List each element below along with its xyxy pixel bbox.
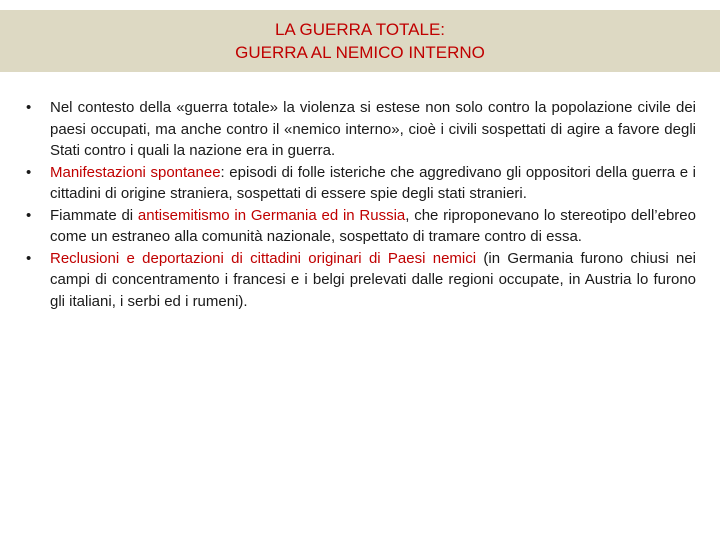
bullet-dot-icon: • (26, 249, 32, 267)
bullet-item-4 (24, 248, 696, 313)
bullet-text: Nel contesto della «guerra totale» la violenza si estese non solo contro la popolazione civile dei paesi occupati, ma anche contro il «nemico interno», cioè i civili sospettati di agire a favore degli Stati contro i quali la nazione era in guerra. (50, 99, 696, 159)
bullet-highlight: Reclusioni e deportazioni di cittadini originari di Paesi nemici (50, 249, 477, 267)
title-line-2: GUERRA AL NEMICO INTERNO (235, 43, 485, 62)
bullet-text: (in Germania furono chiusi nei campi di concentramento i francesi e i belgi prelevati dalle regioni occupate, in Austria lo furono gli italiani, i serbi ed i rumeni). (50, 249, 696, 310)
bullet-lead: Fiammate di (50, 206, 138, 224)
bullet-text: , che riproponevano lo stereotipo dell’ebreo come un estraneo alla comunità nazionale, sospettato di tramare contro di essa. (50, 206, 696, 245)
bullet-dot-icon: • (26, 99, 32, 116)
bullet-highlight: Manifestazioni spontanee (50, 163, 221, 181)
bullet-list (24, 97, 696, 312)
bullet-item-3 (24, 205, 696, 248)
bullet-text: : episodi di folle isteriche che aggredivano gli oppositori della guerra e i cittadini di origine straniera, sospettati di essere spie degli stati stranieri. (50, 163, 696, 202)
bullet-highlight: antisemitismo in Germania ed in Russia (137, 206, 406, 224)
title-line-1: LA GUERRA TOTALE: (274, 20, 446, 39)
bullet-dot-icon: • (26, 206, 32, 224)
bullet-dot-icon: • (26, 163, 32, 181)
bullet-item-2 (24, 162, 696, 205)
title-banner (0, 10, 720, 72)
bullet-item-1 (24, 97, 696, 162)
